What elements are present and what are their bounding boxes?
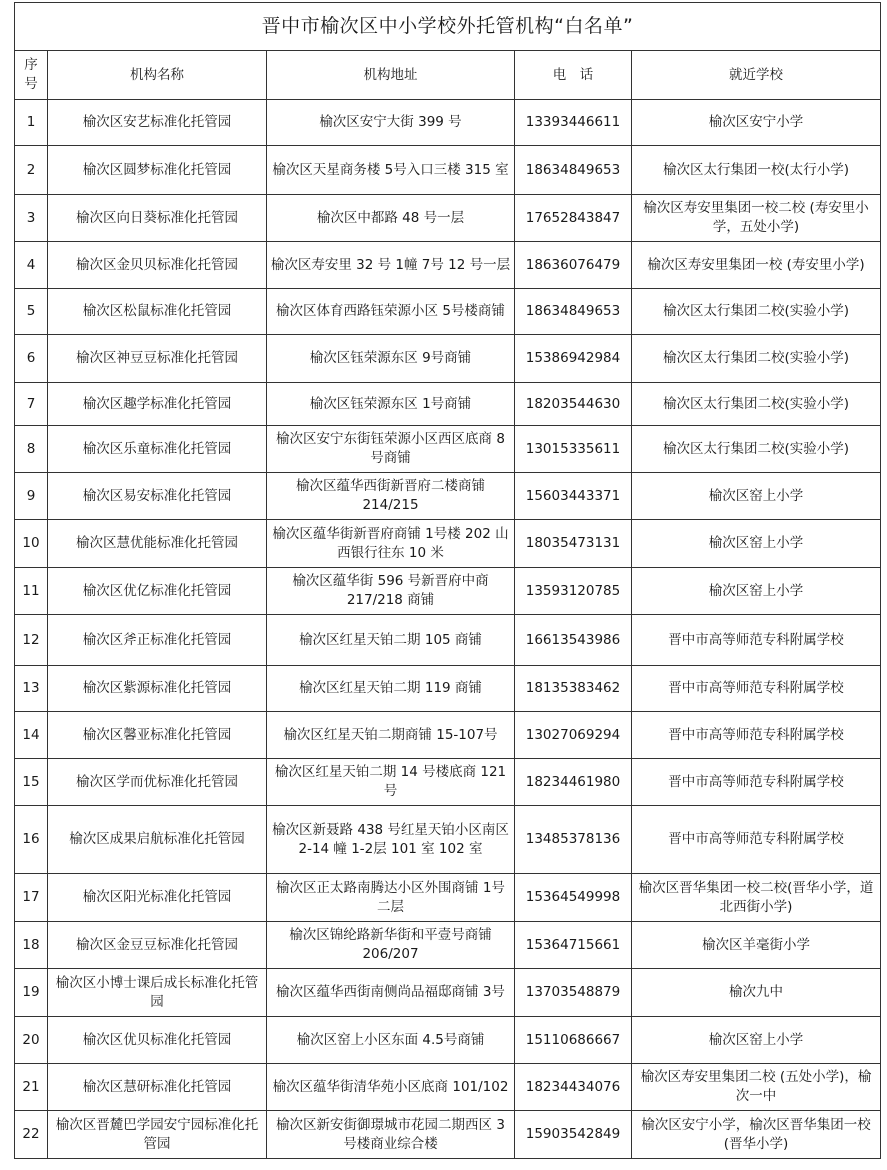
institution-name: 榆次区学而优标准化托管园: [48, 759, 267, 806]
phone-number: 15903542849: [515, 1111, 632, 1159]
institution-name: 榆次区趣学标准化托管园: [48, 383, 267, 426]
row-number: 5: [15, 289, 48, 335]
phone-number: 18636076479: [515, 242, 632, 289]
table-row: [15, 969, 881, 1017]
table-row: [15, 615, 881, 666]
table-row: [15, 666, 881, 712]
institution-name: 榆次区金贝贝标准化托管园: [48, 242, 267, 289]
nearby-school: 榆次区太行集团二校(实验小学): [632, 426, 881, 473]
table-row: [15, 426, 881, 473]
row-number: 9: [15, 473, 48, 520]
table-row: [15, 195, 881, 242]
nearby-school: 榆次区窑上小学: [632, 568, 881, 615]
institution-name: 榆次区慧优能标准化托管园: [48, 520, 267, 568]
nearby-school: 榆次区寿安里集团一校 (寿安里小学): [632, 242, 881, 289]
row-number: 6: [15, 335, 48, 383]
whitelist-table: [14, 2, 881, 1159]
institution-address: 榆次区中都路 48 号一层: [267, 195, 515, 242]
row-number: 13: [15, 666, 48, 712]
phone-number: 18634849653: [515, 146, 632, 195]
nearby-school: 晋中市高等师范专科附属学校: [632, 759, 881, 806]
table-body: [15, 100, 881, 1159]
phone-number: 18234434076: [515, 1064, 632, 1111]
institution-address: 榆次区新聂路 438 号红星天铂小区南区 2-14 幢 1-2层 101 室 102 室: [267, 806, 515, 874]
phone-number: 13027069294: [515, 712, 632, 759]
phone-number: 18035473131: [515, 520, 632, 568]
table-row: [15, 473, 881, 520]
institution-address: 榆次区体育西路钰荣源小区 5号楼商铺: [267, 289, 515, 335]
table-row: [15, 289, 881, 335]
table-row: [15, 568, 881, 615]
row-number: 21: [15, 1064, 48, 1111]
row-number: 1: [15, 100, 48, 146]
row-number: 2: [15, 146, 48, 195]
phone-number: 15386942984: [515, 335, 632, 383]
header-row: [15, 51, 881, 100]
row-number: 3: [15, 195, 48, 242]
nearby-school: 榆次区晋华集团一校二校(晋华小学，道北西街小学): [632, 874, 881, 922]
institution-address: 榆次区蕴华街清华苑小区底商 101/102: [267, 1064, 515, 1111]
phone-number: 17652843847: [515, 195, 632, 242]
nearby-school: 榆次区寿安里集团二校 (五处小学)，榆次一中: [632, 1064, 881, 1111]
nearby-school: 晋中市高等师范专科附属学校: [632, 806, 881, 874]
table-row: [15, 874, 881, 922]
whitelist-document: [14, 2, 880, 1159]
institution-address: 榆次区天星商务楼 5号入口三楼 315 室: [267, 146, 515, 195]
nearby-school: 榆次区安宁小学: [632, 100, 881, 146]
row-number: 18: [15, 922, 48, 969]
nearby-school: 榆次区寿安里集团一校二校 (寿安里小学，五处小学): [632, 195, 881, 242]
institution-name: 榆次区小博士课后成长标准化托管园: [48, 969, 267, 1017]
phone-number: 13703548879: [515, 969, 632, 1017]
institution-name: 榆次区晋麓巴学园安宁园标准化托管园: [48, 1111, 267, 1159]
institution-address: 榆次区新安街御璟城市花园二期西区 3号楼商业综合楼: [267, 1111, 515, 1159]
institution-address: 榆次区寿安里 32 号 1幢 7号 12 号一层: [267, 242, 515, 289]
institution-name: 榆次区松鼠标准化托管园: [48, 289, 267, 335]
table-row: [15, 335, 881, 383]
row-number: 4: [15, 242, 48, 289]
phone-number: 16613543986: [515, 615, 632, 666]
nearby-school: 榆次区太行集团一校(太行小学): [632, 146, 881, 195]
row-number: 22: [15, 1111, 48, 1159]
phone-number: 15364549998: [515, 874, 632, 922]
institution-address: 榆次区安宁大街 399 号: [267, 100, 515, 146]
institution-name: 榆次区易安标准化托管园: [48, 473, 267, 520]
nearby-school: 榆次区太行集团二校(实验小学): [632, 289, 881, 335]
institution-name: 榆次区乐童标准化托管园: [48, 426, 267, 473]
nearby-school: 榆次区太行集团二校(实验小学): [632, 335, 881, 383]
phone-number: 18203544630: [515, 383, 632, 426]
nearby-school: 榆次区窑上小学: [632, 473, 881, 520]
row-number: 7: [15, 383, 48, 426]
nearby-school: 晋中市高等师范专科附属学校: [632, 615, 881, 666]
phone-number: 18135383462: [515, 666, 632, 712]
row-number: 12: [15, 615, 48, 666]
institution-address: 榆次区蕴华西街新晋府二楼商铺 214/215: [267, 473, 515, 520]
table-row: [15, 520, 881, 568]
table-row: [15, 1064, 881, 1111]
header-no: 序号: [15, 51, 48, 100]
institution-address: 榆次区正太路南腾达小区外围商铺 1号二层: [267, 874, 515, 922]
row-number: 17: [15, 874, 48, 922]
institution-address: 榆次区红星天铂二期商铺 15-107号: [267, 712, 515, 759]
table-row: [15, 242, 881, 289]
phone-number: 13393446611: [515, 100, 632, 146]
institution-name: 榆次区紫源标准化托管园: [48, 666, 267, 712]
nearby-school: 榆次九中: [632, 969, 881, 1017]
institution-address: 榆次区蕴华西街南侧尚品福邸商铺 3号: [267, 969, 515, 1017]
nearby-school: 晋中市高等师范专科附属学校: [632, 666, 881, 712]
phone-number: 15110686667: [515, 1017, 632, 1064]
institution-name: 榆次区圆梦标准化托管园: [48, 146, 267, 195]
table-row: [15, 922, 881, 969]
institution-name: 榆次区慧研标准化托管园: [48, 1064, 267, 1111]
institution-name: 榆次区斧正标准化托管园: [48, 615, 267, 666]
header-phone: 电 话: [515, 51, 632, 100]
phone-number: 13015335611: [515, 426, 632, 473]
phone-number: 18634849653: [515, 289, 632, 335]
table-row: [15, 1111, 881, 1159]
header-name: 机构名称: [48, 51, 267, 100]
institution-name: 榆次区向日葵标准化托管园: [48, 195, 267, 242]
header-address: 机构地址: [267, 51, 515, 100]
institution-name: 榆次区安艺标准化托管园: [48, 100, 267, 146]
row-number: 14: [15, 712, 48, 759]
row-number: 16: [15, 806, 48, 874]
institution-address: 榆次区锦纶路新华街和平壹号商铺 206/207: [267, 922, 515, 969]
phone-number: 13593120785: [515, 568, 632, 615]
document-title: 晋中市榆次区中小学校外托管机构“白名单”: [15, 3, 881, 51]
institution-name: 榆次区优亿标准化托管园: [48, 568, 267, 615]
nearby-school: 榆次区窑上小学: [632, 520, 881, 568]
phone-number: 15603443371: [515, 473, 632, 520]
institution-address: 榆次区蕴华街 596 号新晋府中商 217/218 商铺: [267, 568, 515, 615]
institution-address: 榆次区蕴华街新晋府商铺 1号楼 202 山西银行往东 10 米: [267, 520, 515, 568]
institution-address: 榆次区钰荣源东区 9号商铺: [267, 335, 515, 383]
table-row: [15, 712, 881, 759]
row-number: 20: [15, 1017, 48, 1064]
institution-name: 榆次区成果启航标准化托管园: [48, 806, 267, 874]
institution-name: 榆次区金豆豆标准化托管园: [48, 922, 267, 969]
institution-address: 榆次区安宁东街钰荣源小区西区底商 8号商铺: [267, 426, 515, 473]
row-number: 10: [15, 520, 48, 568]
phone-number: 13485378136: [515, 806, 632, 874]
institution-name: 榆次区神豆豆标准化托管园: [48, 335, 267, 383]
table-row: [15, 146, 881, 195]
row-number: 19: [15, 969, 48, 1017]
institution-address: 榆次区窑上小区东面 4.5号商铺: [267, 1017, 515, 1064]
table-row: [15, 100, 881, 146]
nearby-school: 榆次区窑上小学: [632, 1017, 881, 1064]
nearby-school: 晋中市高等师范专科附属学校: [632, 712, 881, 759]
row-number: 8: [15, 426, 48, 473]
institution-address: 榆次区红星天铂二期 105 商铺: [267, 615, 515, 666]
row-number: 11: [15, 568, 48, 615]
institution-name: 榆次区馨亚标准化托管园: [48, 712, 267, 759]
phone-number: 15364715661: [515, 922, 632, 969]
row-number: 15: [15, 759, 48, 806]
nearby-school: 榆次区羊毫街小学: [632, 922, 881, 969]
institution-address: 榆次区红星天铂二期 119 商铺: [267, 666, 515, 712]
table-row: [15, 383, 881, 426]
table-row: [15, 759, 881, 806]
table-row: [15, 1017, 881, 1064]
nearby-school: 榆次区太行集团二校(实验小学): [632, 383, 881, 426]
nearby-school: 榆次区安宁小学，榆次区晋华集团一校(晋华小学): [632, 1111, 881, 1159]
institution-name: 榆次区阳光标准化托管园: [48, 874, 267, 922]
institution-address: 榆次区红星天铂二期 14 号楼底商 121 号: [267, 759, 515, 806]
institution-name: 榆次区优贝标准化托管园: [48, 1017, 267, 1064]
header-school: 就近学校: [632, 51, 881, 100]
institution-address: 榆次区钰荣源东区 1号商铺: [267, 383, 515, 426]
phone-number: 18234461980: [515, 759, 632, 806]
table-row: [15, 806, 881, 874]
